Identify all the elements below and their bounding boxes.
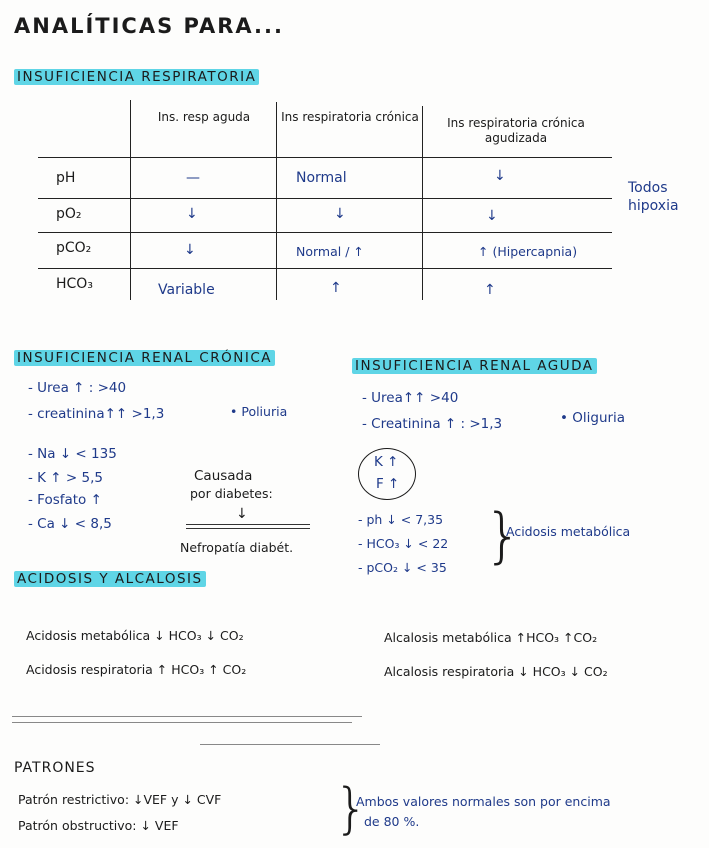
ira-item: - pCO₂ ↓ < 35: [358, 560, 447, 575]
acid-item: Alcalosis respiratoria ↓ HCO₃ ↓ CO₂: [384, 664, 608, 679]
table-cell: ↑: [484, 282, 496, 298]
page-title: ANALÍTICAS PARA...: [14, 14, 284, 38]
irc-note: • Poliuria: [230, 404, 288, 419]
table-cell: ↓: [486, 208, 498, 224]
brace-icon: }: [484, 501, 523, 571]
irc-item: - Ca ↓ < 8,5: [28, 516, 112, 532]
patron-item: Patrón obstructivo: ↓ VEF: [18, 818, 179, 833]
patron-note: Ambos valores normales son por encima: [356, 794, 611, 809]
ira-item: - ph ↓ < 7,35: [358, 512, 444, 527]
ira-item: K ↑: [374, 454, 399, 470]
row-label: pO₂: [56, 206, 82, 222]
section-heading-irc: [14, 347, 275, 366]
table-cell: Normal: [296, 170, 347, 186]
underline: [186, 524, 310, 525]
table-cell: ↓: [186, 206, 198, 222]
ira-note: Acidosis metabólica: [506, 524, 631, 539]
table-cell: ↓: [334, 206, 346, 222]
arrow-down-icon: ↓: [236, 506, 248, 522]
irc-item: - Fosfato ↑: [28, 492, 102, 508]
table-divider: [276, 102, 277, 300]
column-header: Ins. resp aguda: [157, 110, 251, 124]
table-cell: Variable: [158, 282, 215, 298]
table-cell: ↓: [184, 242, 196, 258]
heading-text: INSUFICIENCIA RENAL CRÓNICA: [14, 350, 275, 366]
irc-item: - K ↑ > 5,5: [28, 470, 103, 486]
patron-note: de 80 %.: [364, 814, 420, 829]
table-divider: [422, 106, 423, 300]
section-heading-acidosis: [14, 568, 206, 587]
underline: [186, 528, 310, 529]
row-label: pH: [56, 170, 76, 186]
ira-note: • Oliguria: [560, 410, 626, 426]
row-label: HCO₃: [56, 276, 93, 292]
side-note: hipoxia: [628, 198, 679, 214]
table-divider: [130, 100, 131, 300]
heading-text: ACIDOSIS Y ALCALOSIS: [14, 571, 206, 587]
ira-item: - Creatinina ↑ : >1,3: [362, 416, 503, 432]
ira-item: F ↑: [376, 476, 400, 492]
irc-note: por diabetes:: [190, 486, 273, 501]
divider: [12, 722, 352, 723]
table-divider: [38, 232, 612, 233]
table-cell: —: [186, 170, 200, 186]
column-header: Ins respiratoria crónica agudizada: [447, 116, 585, 145]
heading-text: INSUFICIENCIA RENAL AGUDA: [352, 358, 597, 374]
irc-item: - creatinina↑↑ >1,3: [28, 406, 165, 422]
irc-note: Causada: [194, 468, 253, 484]
acid-item: Acidosis respiratoria ↑ HCO₃ ↑ CO₂: [26, 662, 247, 677]
divider: [200, 744, 380, 745]
table-divider: [38, 198, 612, 199]
ira-item: - Urea↑↑ >40: [362, 390, 459, 406]
brace-icon: }: [334, 777, 369, 840]
side-note: Todos: [628, 180, 668, 196]
row-label: pCO₂: [56, 240, 92, 256]
section-heading-respiratoria: [14, 66, 259, 85]
irc-item: - Urea ↑ : >40: [28, 380, 127, 396]
table-cell: ↓: [494, 168, 506, 184]
table-divider: [38, 157, 612, 158]
column-header: Ins respiratoria crónica: [281, 110, 419, 124]
patron-item: Patrón restrictivo: ↓VEF y ↓ CVF: [18, 792, 222, 807]
table-divider: [38, 268, 612, 269]
section-heading-patrones: PATRONES: [14, 760, 96, 776]
divider: [12, 716, 362, 717]
heading-text: INSUFICIENCIA RESPIRATORIA: [14, 69, 259, 85]
irc-item: - Na ↓ < 135: [28, 446, 117, 462]
table-cell: ↑ (Hipercapnia): [478, 244, 578, 259]
table-cell: ↑: [330, 280, 342, 296]
table-cell: Normal / ↑: [296, 244, 364, 259]
irc-note: Nefropatía diabét.: [180, 540, 294, 555]
ira-item: - HCO₃ ↓ < 22: [358, 536, 449, 551]
acid-item: Acidosis metabólica ↓ HCO₃ ↓ CO₂: [26, 628, 244, 643]
section-heading-ira: [352, 355, 597, 374]
acid-item: Alcalosis metabólica ↑HCO₃ ↑CO₂: [384, 630, 598, 645]
